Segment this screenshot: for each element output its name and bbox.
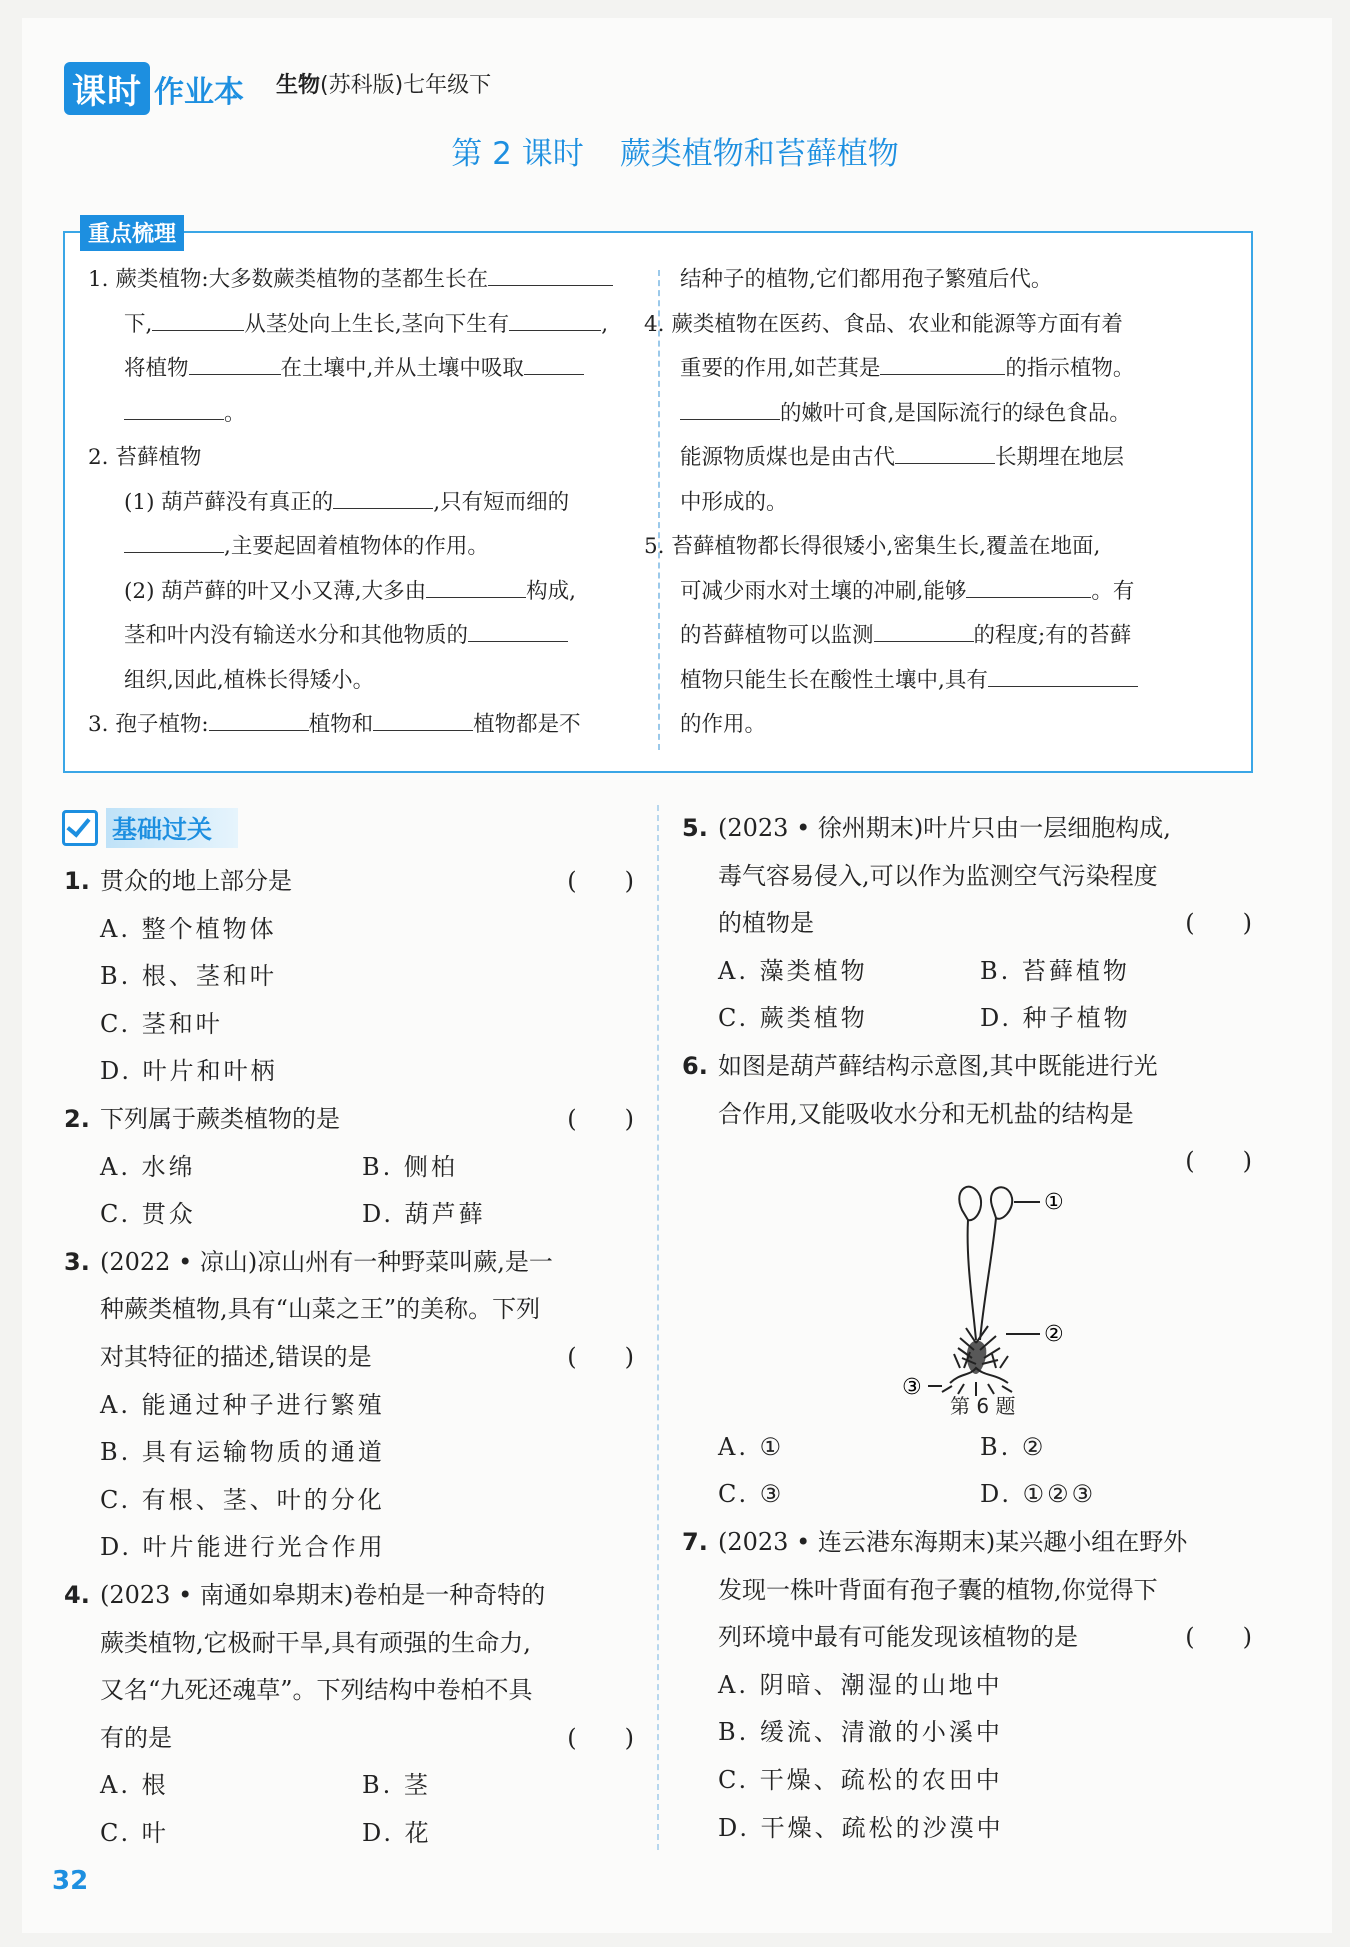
question-stem: 下列属于蕨类植物的是 ( ) bbox=[64, 1096, 634, 1144]
question-number: 2. bbox=[64, 1104, 90, 1133]
answer-blank[interactable] bbox=[426, 571, 526, 598]
question-2 bbox=[64, 1096, 634, 1239]
figure-label-2: ② bbox=[1044, 1322, 1064, 1347]
answer-blank[interactable] bbox=[988, 660, 1138, 687]
option-a[interactable]: A. 藻类植物 bbox=[718, 956, 868, 985]
option-a[interactable]: A. 根 bbox=[100, 1771, 169, 1800]
option-b[interactable]: B. ② bbox=[980, 1432, 1047, 1461]
option-a[interactable]: A. 能通过种子进行繁殖 bbox=[100, 1390, 385, 1419]
question-number: 4. bbox=[64, 1580, 90, 1609]
subject-name: 生物 bbox=[276, 73, 321, 98]
answer-blank[interactable] bbox=[373, 704, 473, 731]
option-c[interactable]: C. ③ bbox=[718, 1480, 785, 1509]
kp-line: 的作用。 bbox=[680, 712, 767, 737]
options bbox=[64, 906, 634, 1096]
option-d[interactable]: D. 叶片能进行光合作用 bbox=[100, 1533, 386, 1562]
kp-line: 能源物质煤也是由古代 长期埋在地层 bbox=[680, 436, 1228, 481]
option-a[interactable]: A. 水绵 bbox=[100, 1152, 196, 1181]
options bbox=[64, 1144, 634, 1239]
seta-left bbox=[968, 1220, 976, 1340]
kp-line: 。 bbox=[88, 392, 636, 437]
question-3 bbox=[64, 1239, 634, 1572]
answer-blank[interactable] bbox=[124, 526, 224, 553]
key-points-right bbox=[644, 258, 1228, 748]
options bbox=[64, 1382, 634, 1572]
answer-blank[interactable] bbox=[966, 571, 1091, 598]
option-b[interactable]: B. 根、茎和叶 bbox=[100, 962, 277, 991]
book-logo bbox=[64, 62, 244, 115]
column-divider bbox=[657, 805, 659, 1850]
kp-line: 下, 从茎处向上生长,茎向下生有 , bbox=[88, 303, 636, 348]
question-number: 5. bbox=[682, 814, 708, 842]
option-d[interactable]: D. 花 bbox=[362, 1818, 432, 1847]
option-d[interactable]: D. 叶片和叶柄 bbox=[100, 1057, 278, 1086]
answer-blank[interactable] bbox=[509, 304, 601, 331]
answer-blank[interactable] bbox=[488, 259, 613, 286]
kp-line: 的嫩叶可食,是国际流行的绿色食品。 bbox=[680, 392, 1228, 437]
option-d[interactable]: D. ①②③ bbox=[980, 1480, 1097, 1509]
kp-line: 植物只能生长在酸性土壤中,具有 bbox=[680, 659, 1228, 704]
answer-blank[interactable] bbox=[468, 615, 568, 642]
answer-blank[interactable] bbox=[880, 348, 1005, 375]
option-a[interactable]: A. 整个植物体 bbox=[100, 914, 277, 943]
option-d[interactable]: D. 干燥、疏松的沙漠中 bbox=[718, 1813, 1004, 1842]
answer-paren[interactable]: ( ) bbox=[567, 1342, 634, 1371]
answer-paren[interactable]: ( ) bbox=[1185, 909, 1252, 938]
question-4 bbox=[64, 1572, 634, 1858]
figure-caption: 第 6 题 bbox=[950, 1394, 1016, 1418]
question-stem: 贯众的地上部分是 ( ) bbox=[64, 858, 634, 906]
question-stem: (2023 • 连云港东海期末)某兴趣小组在野外 发现一株叶背面有孢子囊的植物,你觉得下 列环境中最有可能发现该植物的是 ( ) bbox=[682, 1519, 1252, 1662]
option-c[interactable]: C. 茎和叶 bbox=[100, 1009, 223, 1038]
answer-blank[interactable] bbox=[124, 393, 224, 420]
option-c[interactable]: C. 干燥、疏松的农田中 bbox=[718, 1765, 1003, 1794]
question-stem: (2023 • 徐州期末)叶片只由一层细胞构成, 毒气容易侵入,可以作为监测空气污染程度 的植物是 ( ) bbox=[682, 805, 1252, 948]
logo-box: 课时 bbox=[64, 62, 150, 115]
kp-line: 中形成的。 bbox=[680, 489, 788, 515]
question-stem: (2023 • 南通如皋期末)卷柏是一种奇特的 蕨类植物,它极耐干旱,具有顽强的生命力, 又名“九死还魂草”。下列结构中卷柏不具 有的是 ( ) bbox=[64, 1572, 634, 1762]
lesson-title bbox=[0, 128, 1350, 173]
capsule-left bbox=[959, 1187, 981, 1220]
lesson-topic: 蕨类植物和苔藓植物 bbox=[619, 136, 899, 172]
question-number: 1. bbox=[64, 867, 90, 895]
kp-line: 可减少雨水对土壤的冲刷,能够 。有 bbox=[680, 570, 1228, 615]
answer-blank[interactable] bbox=[524, 348, 584, 375]
option-d[interactable]: D. 种子植物 bbox=[980, 1004, 1131, 1033]
checkbox-icon bbox=[62, 810, 98, 846]
answer-blank[interactable] bbox=[333, 482, 433, 509]
option-a[interactable]: A. 阴暗、潮湿的山地中 bbox=[718, 1670, 1003, 1699]
kp-line: 的苔藓植物可以监测 的程度;有的苔藓 bbox=[680, 614, 1228, 659]
kp-line: 将植物 在土壤中,并从土壤中吸取 bbox=[88, 347, 636, 392]
question-number: 7. bbox=[682, 1527, 708, 1556]
key-points-left bbox=[88, 258, 636, 748]
leaf-fill bbox=[967, 1341, 987, 1375]
option-c[interactable]: C. 贯众 bbox=[100, 1200, 196, 1229]
kp-line: 3. 孢子植物: 植物和 植物都是不 bbox=[88, 703, 636, 748]
answer-blank[interactable] bbox=[895, 437, 995, 464]
questions-left-column bbox=[64, 858, 634, 1857]
options bbox=[682, 1662, 1252, 1852]
option-b[interactable]: B. 苔藓植物 bbox=[980, 956, 1130, 985]
answer-paren[interactable]: ( ) bbox=[567, 1723, 634, 1752]
option-c[interactable]: C. 叶 bbox=[100, 1818, 169, 1847]
question-5 bbox=[682, 805, 1252, 1043]
option-a[interactable]: A. ① bbox=[718, 1432, 785, 1461]
logo-text: 作业本 bbox=[154, 74, 244, 110]
answer-paren[interactable]: ( ) bbox=[1185, 1147, 1252, 1176]
kp-line: 重要的作用,如芒萁是 的指示植物。 bbox=[680, 347, 1228, 392]
capsule-right bbox=[991, 1187, 1012, 1219]
figure-label-1: ① bbox=[1044, 1190, 1064, 1215]
kp-line: 组织,因此,植株长得矮小。 bbox=[124, 667, 375, 693]
question-1 bbox=[64, 858, 634, 1096]
lesson-number: 第 2 课时 bbox=[451, 136, 584, 172]
kp-line: 1. 蕨类植物:大多数蕨类植物的茎都生长在 bbox=[88, 258, 636, 303]
seta-right bbox=[980, 1218, 996, 1340]
kp-line: (2) 葫芦藓的叶又小又薄,大多由 构成, bbox=[88, 570, 636, 615]
option-b[interactable]: B. 具有运输物质的通道 bbox=[100, 1438, 385, 1467]
kp-line: (1) 葫芦藓没有真正的 ,只有短而细的 bbox=[88, 481, 636, 526]
question-7 bbox=[682, 1519, 1252, 1852]
key-points-tag: 重点梳理 bbox=[80, 215, 184, 251]
page-number: 32 bbox=[52, 1866, 89, 1896]
kp-line: 4. 蕨类植物在医药、食品、农业和能源等方面有着 bbox=[644, 311, 1123, 337]
option-b[interactable]: B. 茎 bbox=[362, 1771, 431, 1800]
options bbox=[682, 1424, 1252, 1519]
kp-line: 2. 苔藓植物 bbox=[88, 445, 202, 470]
subject-edition: (苏科版)七年级下 bbox=[320, 73, 492, 98]
option-b[interactable]: B. 缓流、清澈的小溪中 bbox=[718, 1718, 1003, 1747]
options bbox=[682, 948, 1252, 1043]
answer-paren[interactable]: ( ) bbox=[1185, 1623, 1252, 1652]
section-title: 基础过关 bbox=[106, 808, 238, 848]
kp-line: 结种子的植物,它们都用孢子繁殖后代。 bbox=[680, 267, 1053, 292]
option-b[interactable]: B. 侧柏 bbox=[362, 1152, 458, 1181]
option-c[interactable]: C. 蕨类植物 bbox=[718, 1004, 868, 1033]
kp-line: ,主要起固着植物体的作用。 bbox=[88, 525, 636, 570]
answer-blank[interactable] bbox=[209, 704, 309, 731]
answer-paren[interactable]: ( ) bbox=[567, 867, 634, 895]
answer-blank[interactable] bbox=[152, 304, 244, 331]
answer-blank[interactable] bbox=[874, 615, 974, 642]
question-stem: (2022 • 凉山)凉山州有一种野菜叫蕨,是一 种蕨类植物,具有“山菜之王”的美称。下列 对其特征的描述,错误的是 ( ) bbox=[64, 1239, 634, 1382]
question-number: 3. bbox=[64, 1247, 90, 1276]
options bbox=[64, 1762, 634, 1857]
answer-blank[interactable] bbox=[189, 348, 281, 375]
question-number: 6. bbox=[682, 1051, 708, 1080]
kp-line: 茎和叶内没有输送水分和其他物质的 bbox=[88, 614, 636, 659]
figure-label-3: ③ bbox=[902, 1375, 922, 1400]
option-c[interactable]: C. 有根、茎、叶的分化 bbox=[100, 1485, 385, 1514]
answer-paren[interactable]: ( ) bbox=[567, 1104, 634, 1133]
kp-line: 5. 苔藓植物都长得很矮小,密集生长,覆盖在地面, bbox=[644, 534, 1101, 559]
subject-line bbox=[276, 68, 491, 99]
section-header bbox=[62, 808, 238, 848]
option-d[interactable]: D. 葫芦藓 bbox=[362, 1200, 486, 1229]
question-stem: 如图是葫芦藓结构示意图,其中既能进行光 合作用,又能吸收水分和无机盐的结构是 ( ) bbox=[718, 1051, 1252, 1176]
answer-blank[interactable] bbox=[680, 393, 780, 420]
